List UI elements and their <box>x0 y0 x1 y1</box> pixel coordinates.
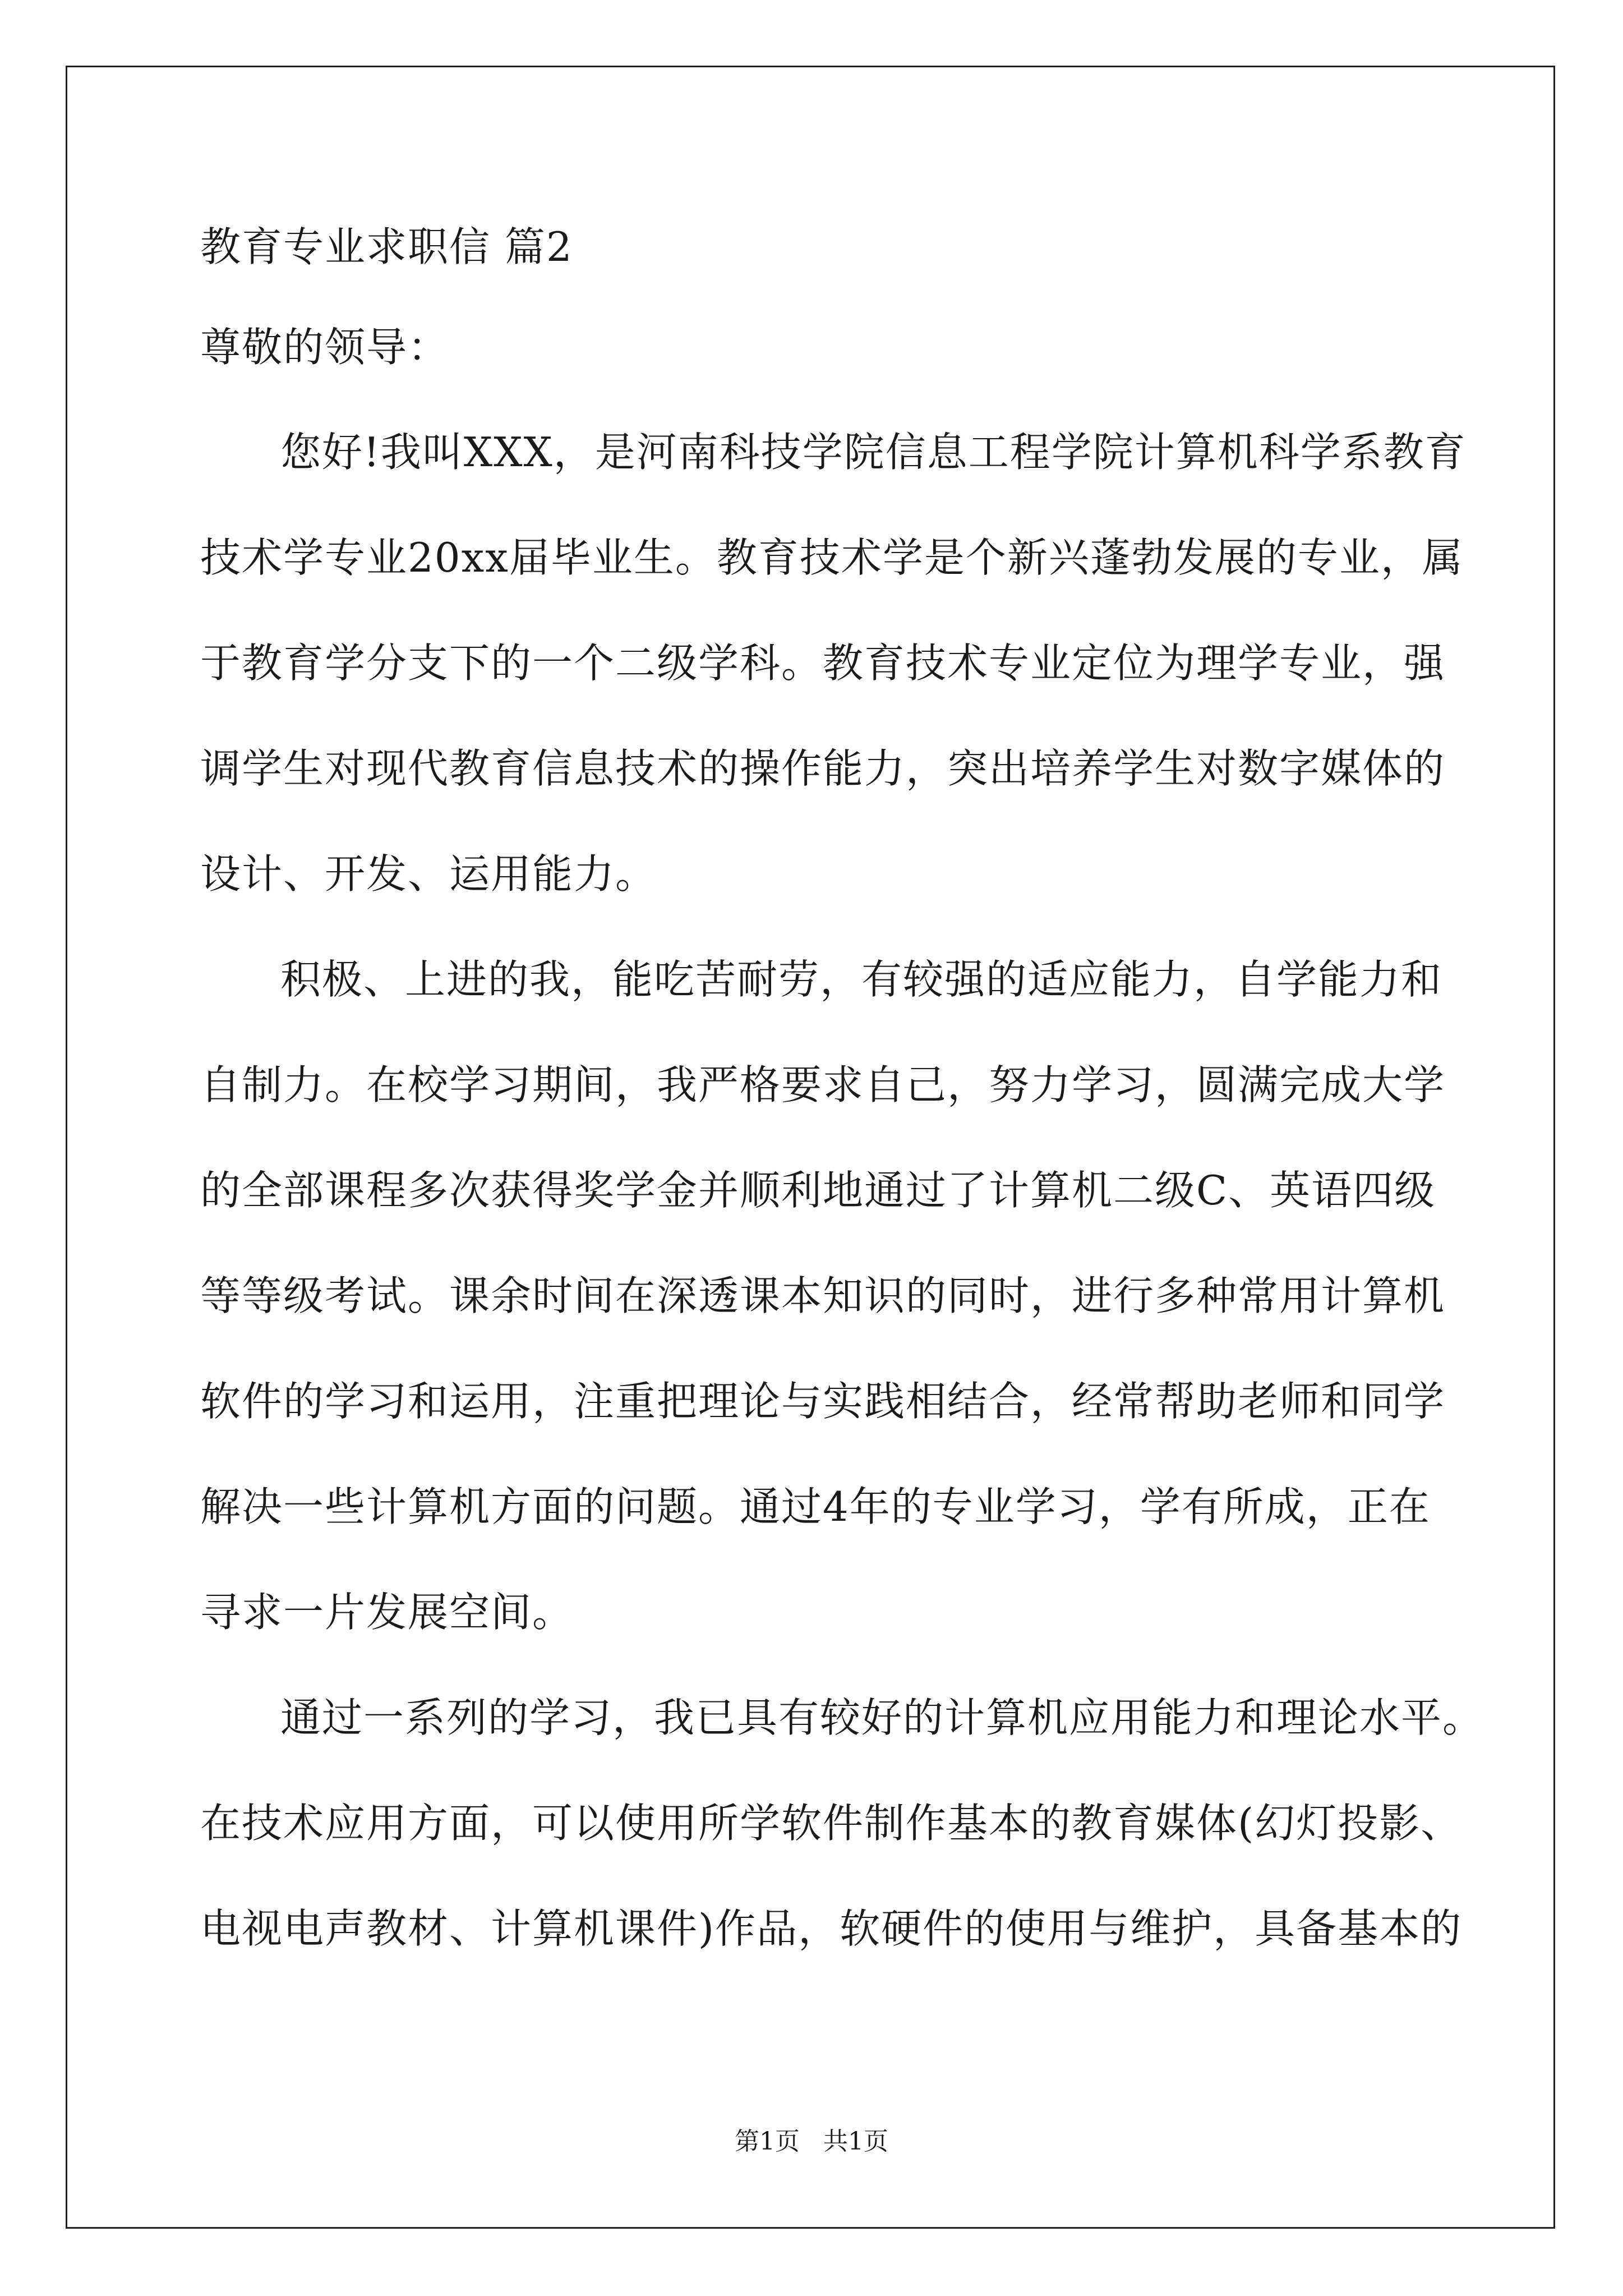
paragraph-line: 设计、开发、运用能力。 <box>200 850 657 898</box>
paragraph-line: 您好!我叫XXX，是河南科技学院信息工程学院计算机科学系教育 <box>280 429 1467 476</box>
paragraph-line: 等等级考试。课余时间在深透课本知识的同时，进行多种常用计算机 <box>200 1272 1446 1319</box>
paragraph-line: 电视电声教材、计算机课件)作品，软硬件的使用与维护，具备基本的 <box>200 1905 1463 1952</box>
paragraph-line: 软件的学习和运用，注重把理论与实践相结合，经常帮助老师和同学 <box>200 1378 1446 1425</box>
paragraph-line: 解决一些计算机方面的问题。通过4年的专业学习，学有所成，正在 <box>200 1483 1431 1530</box>
paragraph-line: 于教育学分支下的一个二级学科。教育技术专业定位为理学专业，强 <box>200 639 1446 687</box>
paragraph-line: 调学生对现代教育信息技术的操作能力，突出培养学生对数字媒体的 <box>200 745 1446 792</box>
paragraph-line: 技术学专业20xx届毕业生。教育技术学是个新兴蓬勃发展的专业，属 <box>200 534 1464 581</box>
paragraph-line: 通过一系列的学习，我已具有较好的计算机应用能力和理论水平。 <box>280 1694 1484 1741</box>
paragraph-line: 在技术应用方面，可以使用所学软件制作基本的教育媒体(幻灯投影、 <box>200 1800 1463 1847</box>
paragraph-line: 积极、上进的我，能吃苦耐劳，有较强的适应能力，自学能力和 <box>280 956 1443 1003</box>
salutation: 尊敬的领导： <box>200 324 450 371</box>
paragraph-line: 的全部课程多次获得奖学金并顺利地通过了计算机二级C、英语四级 <box>200 1167 1436 1214</box>
page-footer: 第1页 共1页 <box>735 2127 888 2156</box>
paragraph-line: 寻求一片发展空间。 <box>200 1589 574 1636</box>
document-heading: 教育专业求职信 篇2 <box>200 223 573 270</box>
paragraph-line: 自制力。在校学习期间，我严格要求自己，努力学习，圆满完成大学 <box>200 1061 1446 1108</box>
